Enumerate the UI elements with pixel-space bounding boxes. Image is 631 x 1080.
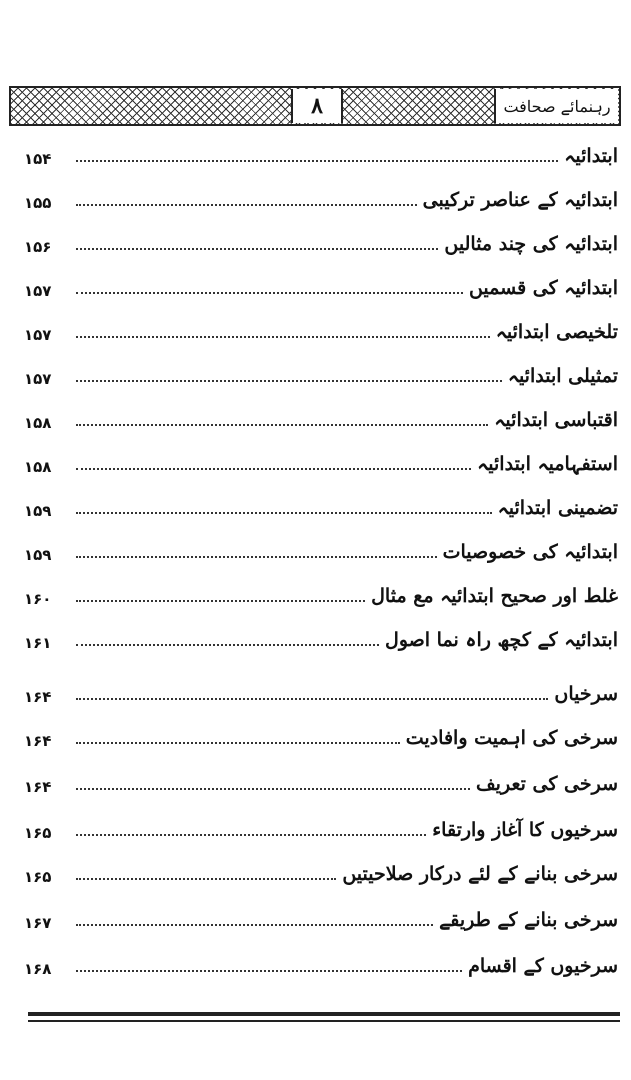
toc-entry-title: سرخی کی تعریف [476,773,618,796]
toc-entry [24,524,618,564]
toc-entry-page: ۱۶۵ [24,824,52,842]
footer-rule-thick [28,1012,620,1016]
toc-entry [24,436,618,476]
toc-entry-page: ۱۵۸ [24,414,52,432]
toc-entry-page: ۱۶۰ [24,590,52,608]
toc-entry-title: ابتدائیہ کی خصوصیات [442,541,618,564]
toc-entry [24,304,618,344]
leader-dots [76,292,463,294]
leader-dots [76,424,488,426]
toc-entry [24,392,618,432]
leader-dots [76,698,548,700]
toc-entry [24,260,618,300]
leader-dots [76,160,558,162]
toc-entry-title: سرخیوں کے اقسام [468,955,618,978]
leader-dots [76,600,365,602]
leader-dots [76,878,336,880]
leader-dots [76,742,400,744]
leader-dots [76,380,502,382]
toc-entry [24,216,618,256]
toc-entry-page: ۱۵۹ [24,546,52,564]
toc-entry [24,348,618,388]
toc-entry-title: ابتدائیہ کی قسمیں [468,277,618,300]
toc-entry-page: ۱۵۴ [24,150,52,168]
leader-dots [76,468,471,470]
toc-entry-title: تضمینی ابتدائیہ [497,497,618,520]
toc-entry-page: ۱۵۸ [24,458,52,476]
toc-entry-title: تمثیلی ابتدائیہ [507,365,618,388]
book-title: رہنمائے صحافت [494,89,618,123]
toc-entry [24,568,618,608]
toc-entry-page: ۱۶۸ [24,960,52,978]
leader-dots [76,556,437,558]
toc-entry [24,756,618,796]
leader-dots [76,512,492,514]
toc-entry [24,612,618,652]
toc-entry-title: اقتباسی ابتدائیہ [494,409,618,432]
toc-entry-title: ابتدائیہ کے کچھ راہ نما اصول [385,629,618,652]
toc-entry-page: ۱۶۷ [24,914,52,932]
toc-entry-title: استفہامیہ ابتدائیہ [477,453,618,476]
toc-entry-title: ابتدائیہ [564,145,618,168]
toc-entry [24,710,618,750]
toc-entry-page: ۱۶۱ [24,634,52,652]
toc-entry-page: ۱۵۵ [24,194,52,212]
leader-dots [76,248,438,250]
toc-entry-page: ۱۵۷ [24,282,52,300]
toc-entry-page: ۱۵۷ [24,370,52,388]
toc-entry [24,938,618,978]
toc-entry-page: ۱۵۷ [24,326,52,344]
page-number: ۸ [291,89,343,123]
leader-dots [76,834,426,836]
leader-dots [76,644,379,646]
toc-entry-page: ۱۶۴ [24,688,52,706]
leader-dots [76,204,417,206]
leader-dots [76,788,470,790]
toc-entry-page: ۱۶۴ [24,732,52,750]
leader-dots [76,336,490,338]
toc-entry-title: تلخیصی ابتدائیہ [495,321,618,344]
toc-entry-title: ابتدائیہ کے عناصر ترکیبی [422,189,618,212]
toc-entry-title: سرخیاں [554,683,618,706]
toc-entry [24,128,618,168]
toc-entry-page: ۱۶۵ [24,868,52,886]
toc-entry-title: سرخی بنانے کے لئے درکار صلاحیتیں [342,863,618,886]
toc-entry-page: ۱۵۹ [24,502,52,520]
running-header [9,86,621,126]
toc-entry [24,802,618,842]
toc-entry [24,892,618,932]
leader-dots [76,924,433,926]
toc-entry-page: ۱۶۴ [24,778,52,796]
toc-entry [24,846,618,886]
toc-entry-title: غلط اور صحیح ابتدائیہ مع مثال [371,585,618,608]
toc-entry-title: ابتدائیہ کی چند مثالیں [444,233,618,256]
toc-entry-title: سرخی کی اہمیت وافادیت [405,727,618,750]
toc-entry [24,666,618,706]
toc-entry [24,172,618,212]
toc-entry-title: سرخیوں کا آغاز وارتقاء [432,819,618,842]
toc-entry [24,480,618,520]
toc-entry-page: ۱۵۶ [24,238,52,256]
footer-rule-thin [28,1020,620,1022]
toc-entry-title: سرخی بنانے کے طریقے [439,909,618,932]
leader-dots [76,970,462,972]
